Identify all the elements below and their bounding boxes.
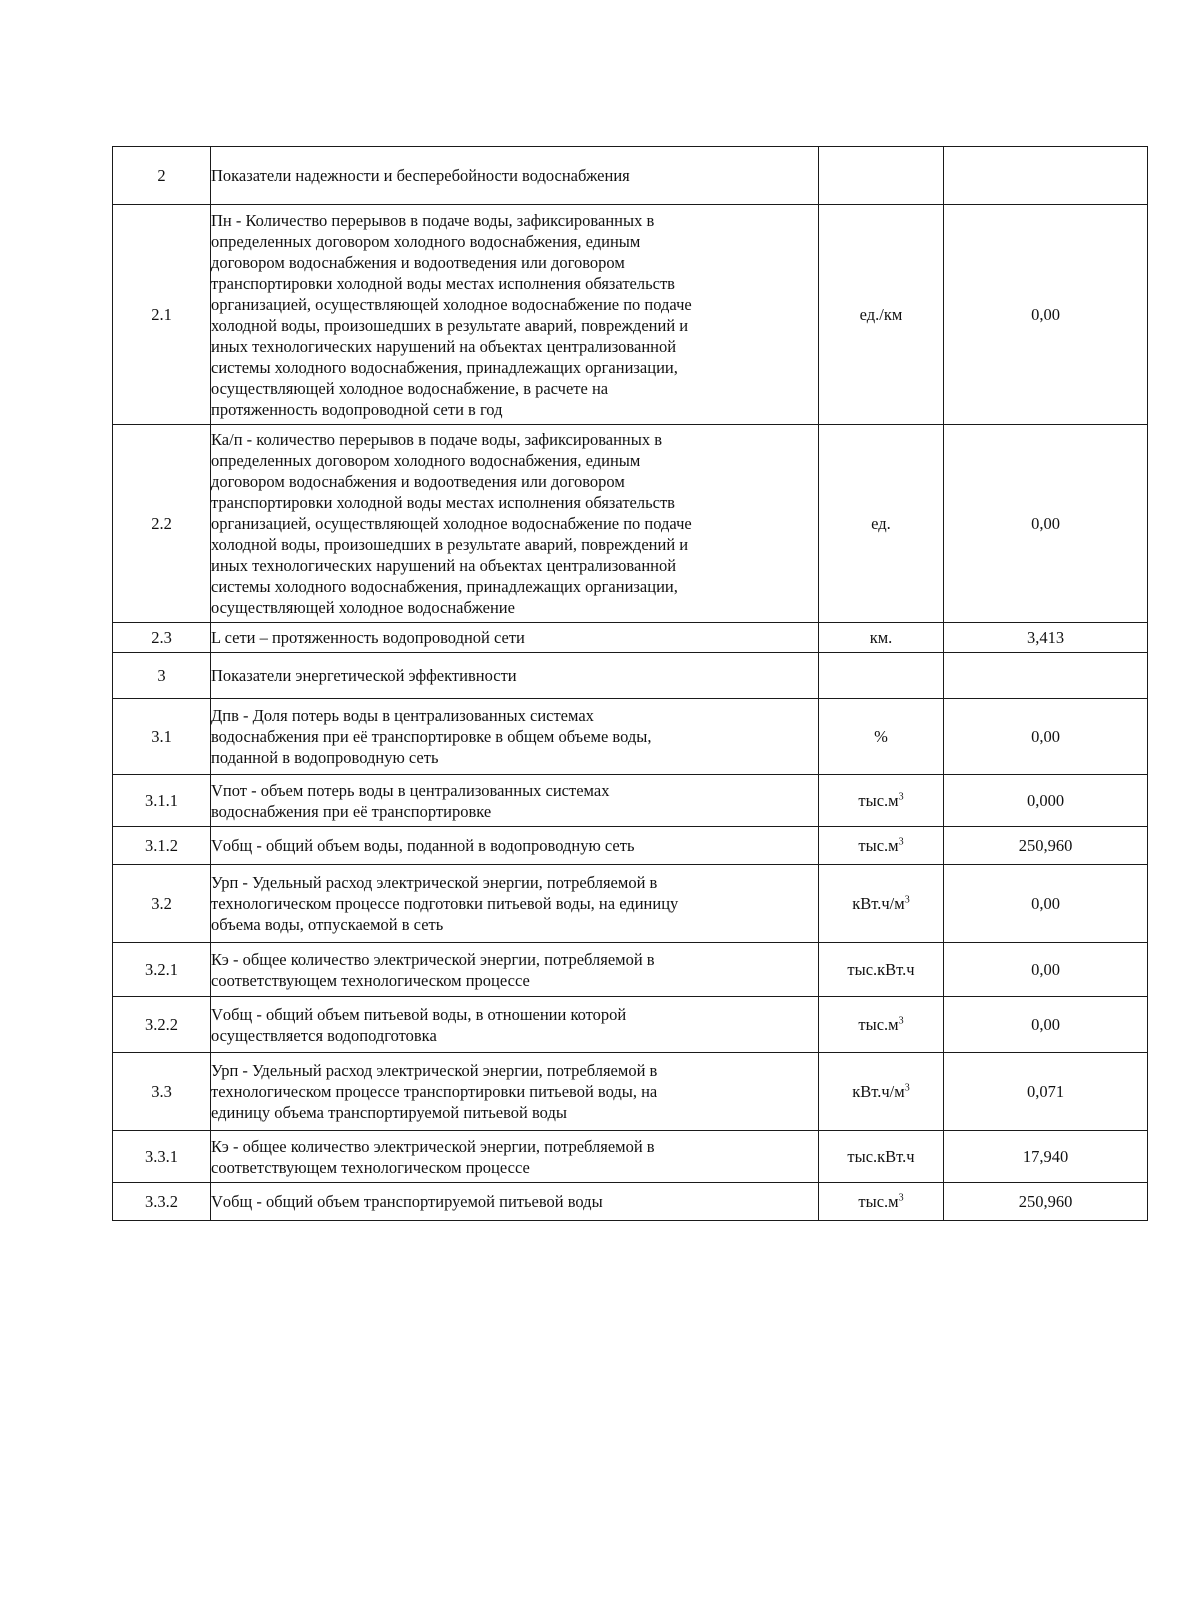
table-row	[113, 775, 1148, 827]
row-description: Ка/п - количество перерывов в подаче воды, зафиксированных в определенных договором холодного водоснабжения, единым договором водоснабжения и водоотведения или договором транспортировки холодной воды местах исполнения обязательств организацией, осуществляющей холодное водоснабжение по подаче холодной воды, произошедших в результате аварий, повреждений и иных технологических нарушений на объектах централизованной системы холодного водоснабжения, принадлежащих организации, осуществляющей холодное водоснабжение	[211, 425, 819, 623]
row-description: Vобщ - общий объем питьевой воды, в отношении которой осуществляется водоподготовка	[211, 997, 819, 1053]
row-number: 3.2	[113, 865, 211, 943]
row-number: 3.3.2	[113, 1183, 211, 1221]
row-value: 0,000	[944, 775, 1148, 827]
row-number: 3.2.1	[113, 943, 211, 997]
row-number: 2	[113, 147, 211, 205]
row-number: 2.2	[113, 425, 211, 623]
row-value: 250,960	[944, 827, 1148, 865]
row-description: Vпот - объем потерь воды в централизованных системах водоснабжения при её транспортировке	[211, 775, 819, 827]
row-description: Vобщ - общий объем воды, поданной в водопроводную сеть	[211, 827, 819, 865]
table-row	[113, 1131, 1148, 1183]
row-number: 3.1.1	[113, 775, 211, 827]
row-description: Показатели надежности и бесперебойности водоснабжения	[211, 147, 819, 205]
row-description: Кэ - общее количество электрической энергии, потребляемой в соответствующем технологическом процессе	[211, 1131, 819, 1183]
row-number: 3.3	[113, 1053, 211, 1131]
row-number: 3	[113, 653, 211, 699]
table-row	[113, 205, 1148, 425]
table-row	[113, 827, 1148, 865]
row-value	[944, 147, 1148, 205]
row-unit	[819, 147, 944, 205]
table-row	[113, 865, 1148, 943]
row-description: L сети – протяженность водопроводной сети	[211, 623, 819, 653]
row-description: Кэ - общее количество электрической энергии, потребляемой в соответствующем технологическом процессе	[211, 943, 819, 997]
table-row	[113, 943, 1148, 997]
row-unit: $тыс.м^3$	[819, 827, 944, 865]
row-unit: $тыс.м^3$	[819, 997, 944, 1053]
row-description: Пн - Количество перерывов в подаче воды, зафиксированных в определенных договором холодного водоснабжения, единым договором водоснабжения и водоотведения или договором транспортировки холодной воды местах исполнения обязательств организацией, осуществляющей холодное водоснабжение по подаче холодной воды, произошедших в результате аварий, повреждений и иных технологических нарушений на объектах централизованной системы холодного водоснабжения, принадлежащих организации, осуществляющей холодное водоснабжение, в расчете на протяженность водопроводной сети в год	[211, 205, 819, 425]
row-value: 0,00	[944, 425, 1148, 623]
row-value: 17,940	[944, 1131, 1148, 1183]
row-number: 2.3	[113, 623, 211, 653]
row-number: 3.2.2	[113, 997, 211, 1053]
row-description: Урп - Удельный расход электрической энергии, потребляемой в технологическом процессе транспортировки питьевой воды, на единицу объема транспортируемой питьевой воды	[211, 1053, 819, 1131]
row-unit: $кВт.ч/м^3$	[819, 865, 944, 943]
row-number: 3.1	[113, 699, 211, 775]
row-value	[944, 653, 1148, 699]
row-unit: ед./км	[819, 205, 944, 425]
row-number: 3.1.2	[113, 827, 211, 865]
row-unit: тыс.кВт.ч	[819, 1131, 944, 1183]
table-row	[113, 699, 1148, 775]
row-value: 0,00	[944, 865, 1148, 943]
row-number: 3.3.1	[113, 1131, 211, 1183]
indicators-table	[112, 146, 1148, 1221]
row-description: Урп - Удельный расход электрической энергии, потребляемой в технологическом процессе подготовки питьевой воды, на единицу объема воды, отпускаемой в сеть	[211, 865, 819, 943]
row-value: 3,413	[944, 623, 1148, 653]
table-row	[113, 1053, 1148, 1131]
row-unit	[819, 653, 944, 699]
row-unit: %	[819, 699, 944, 775]
table-row	[113, 653, 1148, 699]
row-unit: $кВт.ч/м^3$	[819, 1053, 944, 1131]
row-value: 0,071	[944, 1053, 1148, 1131]
table-row	[113, 147, 1148, 205]
row-unit: тыс.кВт.ч	[819, 943, 944, 997]
row-unit: $тыс.м^3$	[819, 1183, 944, 1221]
table-row	[113, 425, 1148, 623]
row-value: 0,00	[944, 943, 1148, 997]
table-row	[113, 1183, 1148, 1221]
row-description: Дпв - Доля потерь воды в централизованных системах водоснабжения при её транспортировке в общем объеме воды, поданной в водопроводную сеть	[211, 699, 819, 775]
row-value: 0,00	[944, 997, 1148, 1053]
row-value: 250,960	[944, 1183, 1148, 1221]
row-unit: км.	[819, 623, 944, 653]
row-description: Показатели энергетической эффективности	[211, 653, 819, 699]
row-number: 2.1	[113, 205, 211, 425]
row-unit: ед.	[819, 425, 944, 623]
row-value: 0,00	[944, 699, 1148, 775]
row-description: Vобщ - общий объем транспортируемой питьевой воды	[211, 1183, 819, 1221]
row-unit: $тыс.м^3$	[819, 775, 944, 827]
row-value: 0,00	[944, 205, 1148, 425]
table-row	[113, 623, 1148, 653]
table-row	[113, 997, 1148, 1053]
